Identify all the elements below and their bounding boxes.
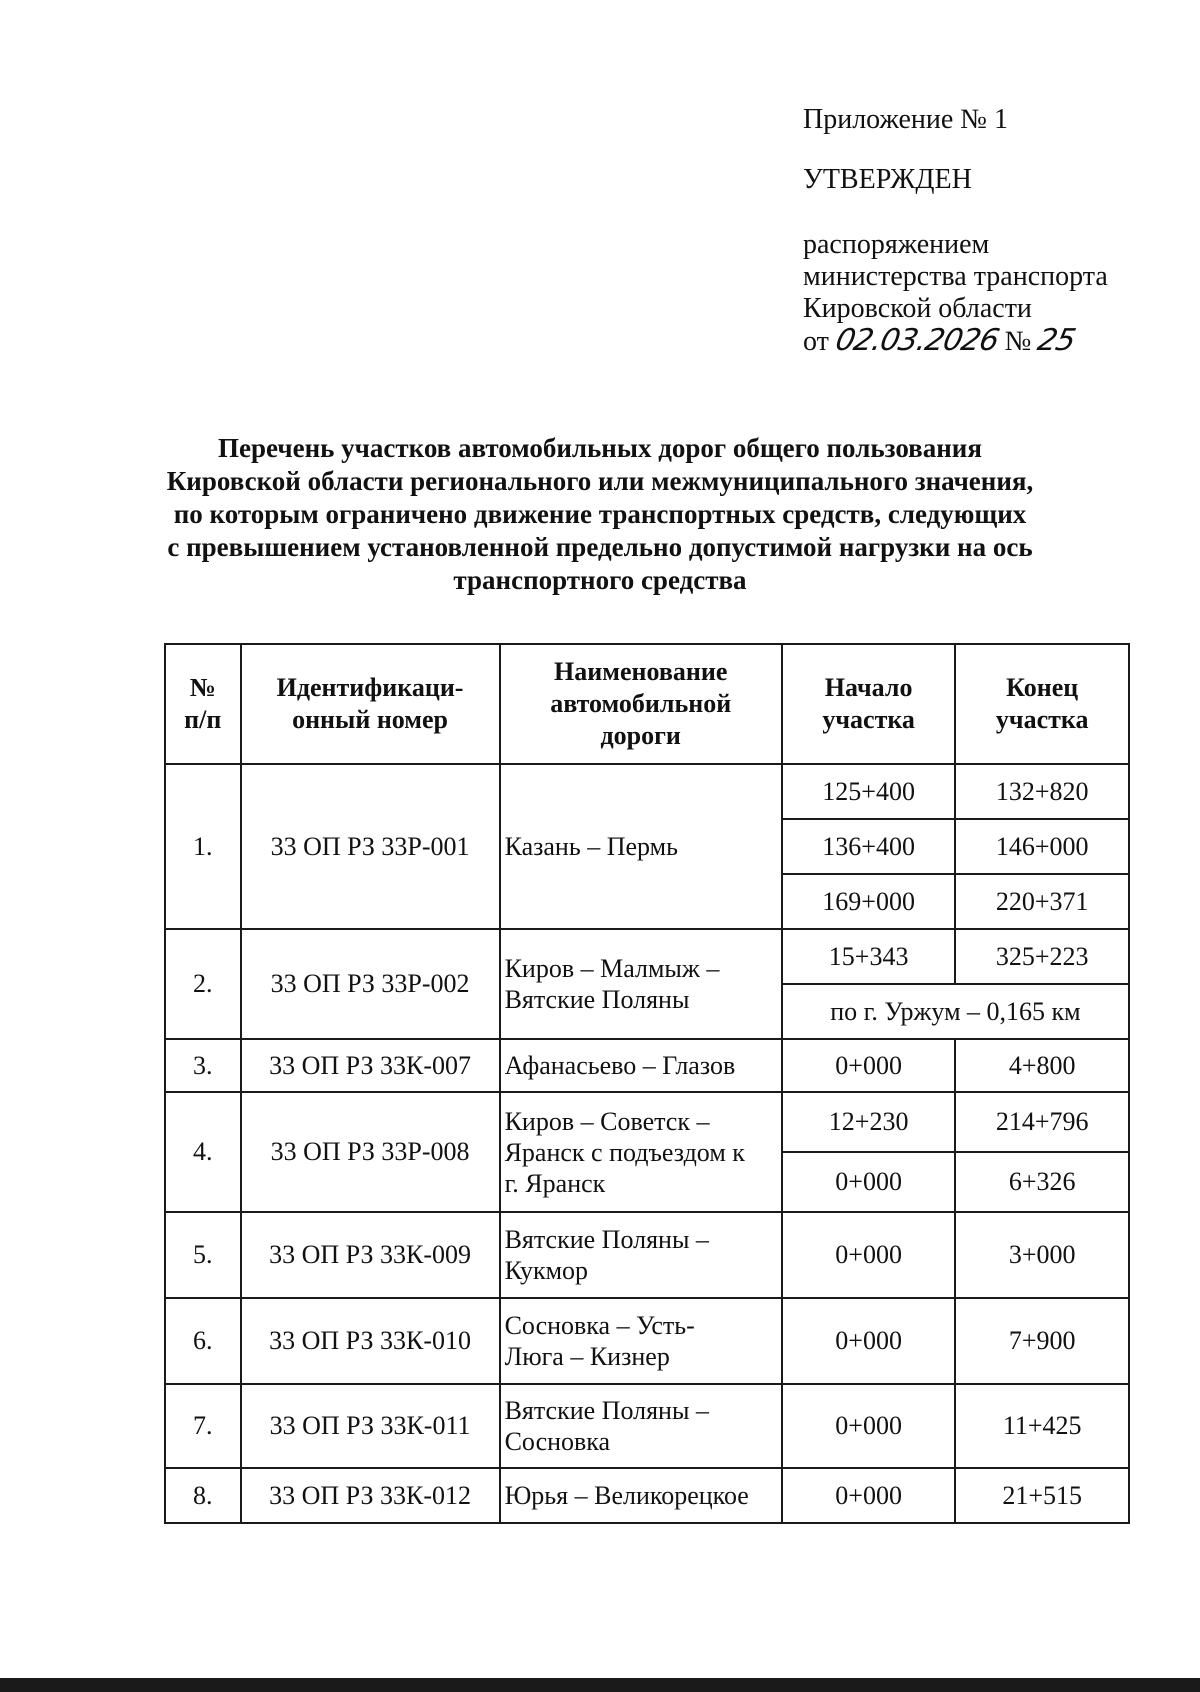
segment-end: 132+820 [955,764,1129,819]
segment-note: по г. Уржум – 0,165 км [782,984,1129,1039]
row-number: 3. [165,1039,241,1092]
approval-by-line-2: министерства транспорта [803,261,1108,292]
road-id: 33 ОП РЗ 33К-010 [241,1298,500,1384]
header-start-line-1: Начало [824,673,913,702]
header-road-name [500,644,782,764]
header-id-line-2: онный номер [292,705,449,734]
road-name-line-3: г. Яранск [504,1168,606,1198]
segment-start: 0+000 [782,1212,956,1298]
table-row [165,1298,1129,1384]
road-name-line-1: Киров – Советск – [504,1106,710,1136]
road-name-line-2: Сосновка [504,1427,611,1456]
approval-date-line [803,325,1163,358]
title-line-2: Кировской области регионального или межмуниципального значения, [166,466,1034,496]
header-end-line-2: участка [995,705,1089,734]
segment-end: 21+515 [955,1468,1129,1523]
table-row [165,1039,1129,1092]
header-road-name-line-2: автомобильной [550,689,732,718]
road-name-line-1: Киров – Малмыж – [504,954,720,983]
road-name [500,1092,782,1212]
road-id: 33 ОП РЗ 33К-011 [241,1384,500,1468]
road-id: 33 ОП РЗ 33Р-002 [241,929,500,1039]
title-line-3: по которым ограничено движение транспортных средств, следующих [173,499,1027,529]
road-name-line-2: Яранск с подъездом к [504,1137,745,1167]
header-number [165,644,241,764]
appendix-label: Приложение № 1 [803,104,1008,135]
row-number: 2. [165,929,241,1039]
road-name-line-2: Люга – Кизнер [504,1342,670,1371]
handwritten-number: 25 [1034,323,1079,358]
segment-start: 0+000 [782,1384,956,1468]
segment-end: 11+425 [955,1384,1129,1468]
road-name-line-1: Вятские Поляны – [504,1225,709,1254]
road-id: 33 ОП РЗ 33Р-008 [241,1092,500,1212]
scan-bottom-edge [0,1678,1200,1692]
segment-end: 4+800 [955,1039,1129,1092]
road-name [500,1212,782,1298]
date-prefix: от [803,326,829,357]
road-name-line-1: Сосновка – Усть- [504,1311,695,1340]
table-row [165,1384,1129,1468]
header-end-line-1: Конец [1006,673,1079,702]
road-name [500,1384,782,1468]
row-number: 4. [165,1092,241,1212]
approved-stamp: УТВЕРЖДЕН [803,164,972,195]
approval-block [803,104,1163,358]
segment-end: 6+326 [955,1152,1129,1212]
road-name: Казань – Пермь [500,764,782,929]
table-row [165,1212,1129,1298]
segment-start: 0+000 [782,1039,956,1092]
approval-by-line-1: распоряжением [803,229,990,260]
segment-end: 220+371 [955,874,1129,929]
row-number: 8. [165,1468,241,1523]
number-prefix: № [1004,326,1032,357]
table-header-row [165,644,1129,764]
segment-start: 136+400 [782,819,956,874]
road-id: 33 ОП РЗ 33К-007 [241,1039,500,1092]
segment-start: 12+230 [782,1092,956,1152]
header-id [241,644,500,764]
document-title [140,432,1060,597]
header-start [782,644,956,764]
segment-end: 146+000 [955,819,1129,874]
segment-end: 3+000 [955,1212,1129,1298]
road-id: 33 ОП РЗ 33К-009 [241,1212,500,1298]
header-id-line-1: Идентификаци- [276,673,464,702]
handwritten-date: 02.03.2026 [832,323,1002,358]
row-number: 7. [165,1384,241,1468]
road-name [500,1298,782,1384]
header-number-line-1: № [189,673,216,702]
segment-start: 169+000 [782,874,956,929]
title-line-5: транспортного средства [453,565,747,595]
title-line-1: Перечень участков автомобильных дорог общего пользования [218,433,982,463]
segment-start: 0+000 [782,1298,956,1384]
header-end [955,644,1129,764]
header-start-line-2: участка [822,705,915,734]
header-number-line-2: п/п [184,705,222,734]
row-number: 5. [165,1212,241,1298]
header-road-name-line-3: дороги [600,721,681,750]
title-line-4: с превышением установленной предельно допустимой нагрузки на ось [167,532,1033,562]
road-id: 33 ОП РЗ 33Р-001 [241,764,500,929]
segment-start: 0+000 [782,1468,956,1523]
road-name: Юрья – Великорецкое [500,1468,782,1523]
road-name [500,929,782,1039]
road-name-line-2: Вятские Поляны [504,985,690,1014]
table-row [165,929,1129,984]
table-row [165,764,1129,819]
segment-start: 15+343 [782,929,956,984]
segment-end: 325+223 [955,929,1129,984]
table-row [165,1468,1129,1523]
row-number: 1. [165,764,241,929]
table-row [165,1092,1129,1152]
segment-start: 0+000 [782,1152,956,1212]
segment-start: 125+400 [782,764,956,819]
segment-end: 214+796 [955,1092,1129,1152]
segment-end: 7+900 [955,1298,1129,1384]
header-road-name-line-1: Наименование [554,657,728,686]
road-name-line-2: Кукмор [504,1256,589,1285]
roads-table [164,643,1130,1524]
row-number: 6. [165,1298,241,1384]
road-id: 33 ОП РЗ 33К-012 [241,1468,500,1523]
approval-by-line-3: Кировской области [803,293,1032,324]
road-name: Афанасьево – Глазов [500,1039,782,1092]
road-name-line-1: Вятские Поляны – [504,1396,709,1425]
